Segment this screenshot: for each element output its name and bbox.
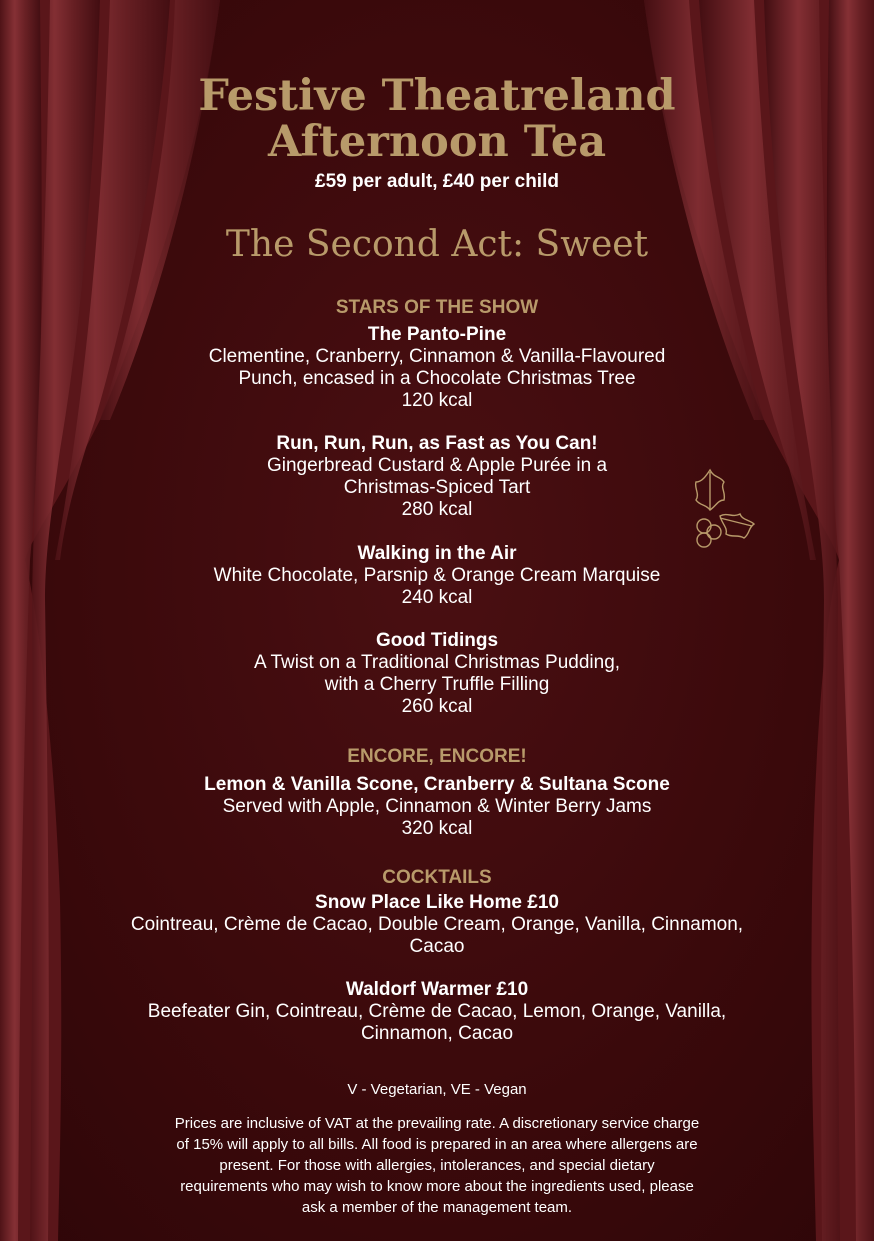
menu-title-line2: Afternoon Tea: [267, 117, 607, 167]
menu-item-walking-in-the-air: [0, 543, 874, 609]
item-name: The Panto-Pine: [367, 324, 507, 345]
item-description: [0, 1001, 874, 1045]
item-description: [0, 914, 874, 958]
item-description: [0, 565, 874, 587]
dietary-legend: V - Vegetarian, VE - Vegan: [347, 1081, 527, 1098]
menu-subtitle: The Second Act: Sweet: [225, 224, 649, 265]
item-name: Good Tidings: [375, 630, 499, 651]
menu-item-waldorf-warmer: [0, 979, 874, 1045]
item-description-line: Cointreau, Crème de Cacao, Double Cream, Orange, Vanilla, Cinnamon,: [130, 914, 744, 935]
item-description-line: Gingerbread Custard & Apple Purée in a: [266, 455, 608, 476]
item-name: Run, Run, Run, as Fast as You Can!: [276, 433, 598, 454]
disclaimer-line: ask a member of the management team.: [301, 1199, 573, 1216]
item-description-line: Clementine, Cranberry, Cinnamon & Vanilla-Flavoured: [208, 346, 666, 367]
item-name: Snow Place Like Home £10: [315, 892, 559, 913]
menu-price: £59 per adult, £40 per child: [315, 171, 559, 192]
item-description-line: Cacao: [409, 936, 465, 957]
menu-item-snow-place: [0, 892, 874, 958]
item-description: [0, 796, 874, 818]
item-description: [0, 652, 874, 696]
item-name: Walking in the Air: [357, 543, 517, 564]
item-kcal: 320 kcal: [401, 818, 473, 839]
item-name: Waldorf Warmer £10: [345, 979, 529, 1000]
section-heading-cocktails: COCKTAILS: [382, 867, 492, 888]
menu-item-good-tidings: [0, 630, 874, 718]
price-disclaimer: [110, 1113, 764, 1218]
menu-title-line1: Festive Theatreland: [198, 71, 676, 121]
menu-item-scones: [0, 774, 874, 840]
item-kcal: 120 kcal: [401, 390, 473, 411]
item-description-line: with a Cherry Truffle Filling: [324, 674, 550, 695]
menu-item-panto-pine: [0, 324, 874, 412]
item-description: [0, 346, 874, 390]
item-description-line: Cinnamon, Cacao: [360, 1023, 514, 1044]
menu-item-run-run-run: [0, 433, 874, 521]
item-description-line: White Chocolate, Parsnip & Orange Cream Marquise: [213, 565, 661, 586]
item-description-line: A Twist on a Traditional Christmas Pudding,: [253, 652, 621, 673]
disclaimer-line: of 15% will apply to all bills. All food is prepared in an area where allergens are: [176, 1136, 698, 1153]
item-kcal: 280 kcal: [401, 499, 473, 520]
item-description-line: Beefeater Gin, Cointreau, Crème de Cacao, Lemon, Orange, Vanilla,: [147, 1001, 727, 1022]
disclaimer-line: Prices are inclusive of VAT at the prevailing rate. A discretionary service charge: [174, 1115, 700, 1132]
item-kcal: 240 kcal: [401, 587, 473, 608]
section-heading-stars: STARS OF THE SHOW: [335, 297, 539, 318]
section-heading-encore: ENCORE, ENCORE!: [347, 746, 527, 767]
item-name: Lemon & Vanilla Scone, Cranberry & Sultana Scone: [204, 774, 670, 795]
item-kcal: 260 kcal: [401, 696, 473, 717]
disclaimer-line: present. For those with allergies, intolerances, and special dietary: [219, 1157, 655, 1174]
item-description-line: Christmas-Spiced Tart: [343, 477, 531, 498]
item-description: [0, 455, 874, 499]
item-description-line: Punch, encased in a Chocolate Christmas Tree: [238, 368, 636, 389]
item-description-line: Served with Apple, Cinnamon & Winter Berry Jams: [222, 796, 652, 817]
disclaimer-line: requirements who may wish to know more about the ingredients used, please: [180, 1178, 694, 1195]
